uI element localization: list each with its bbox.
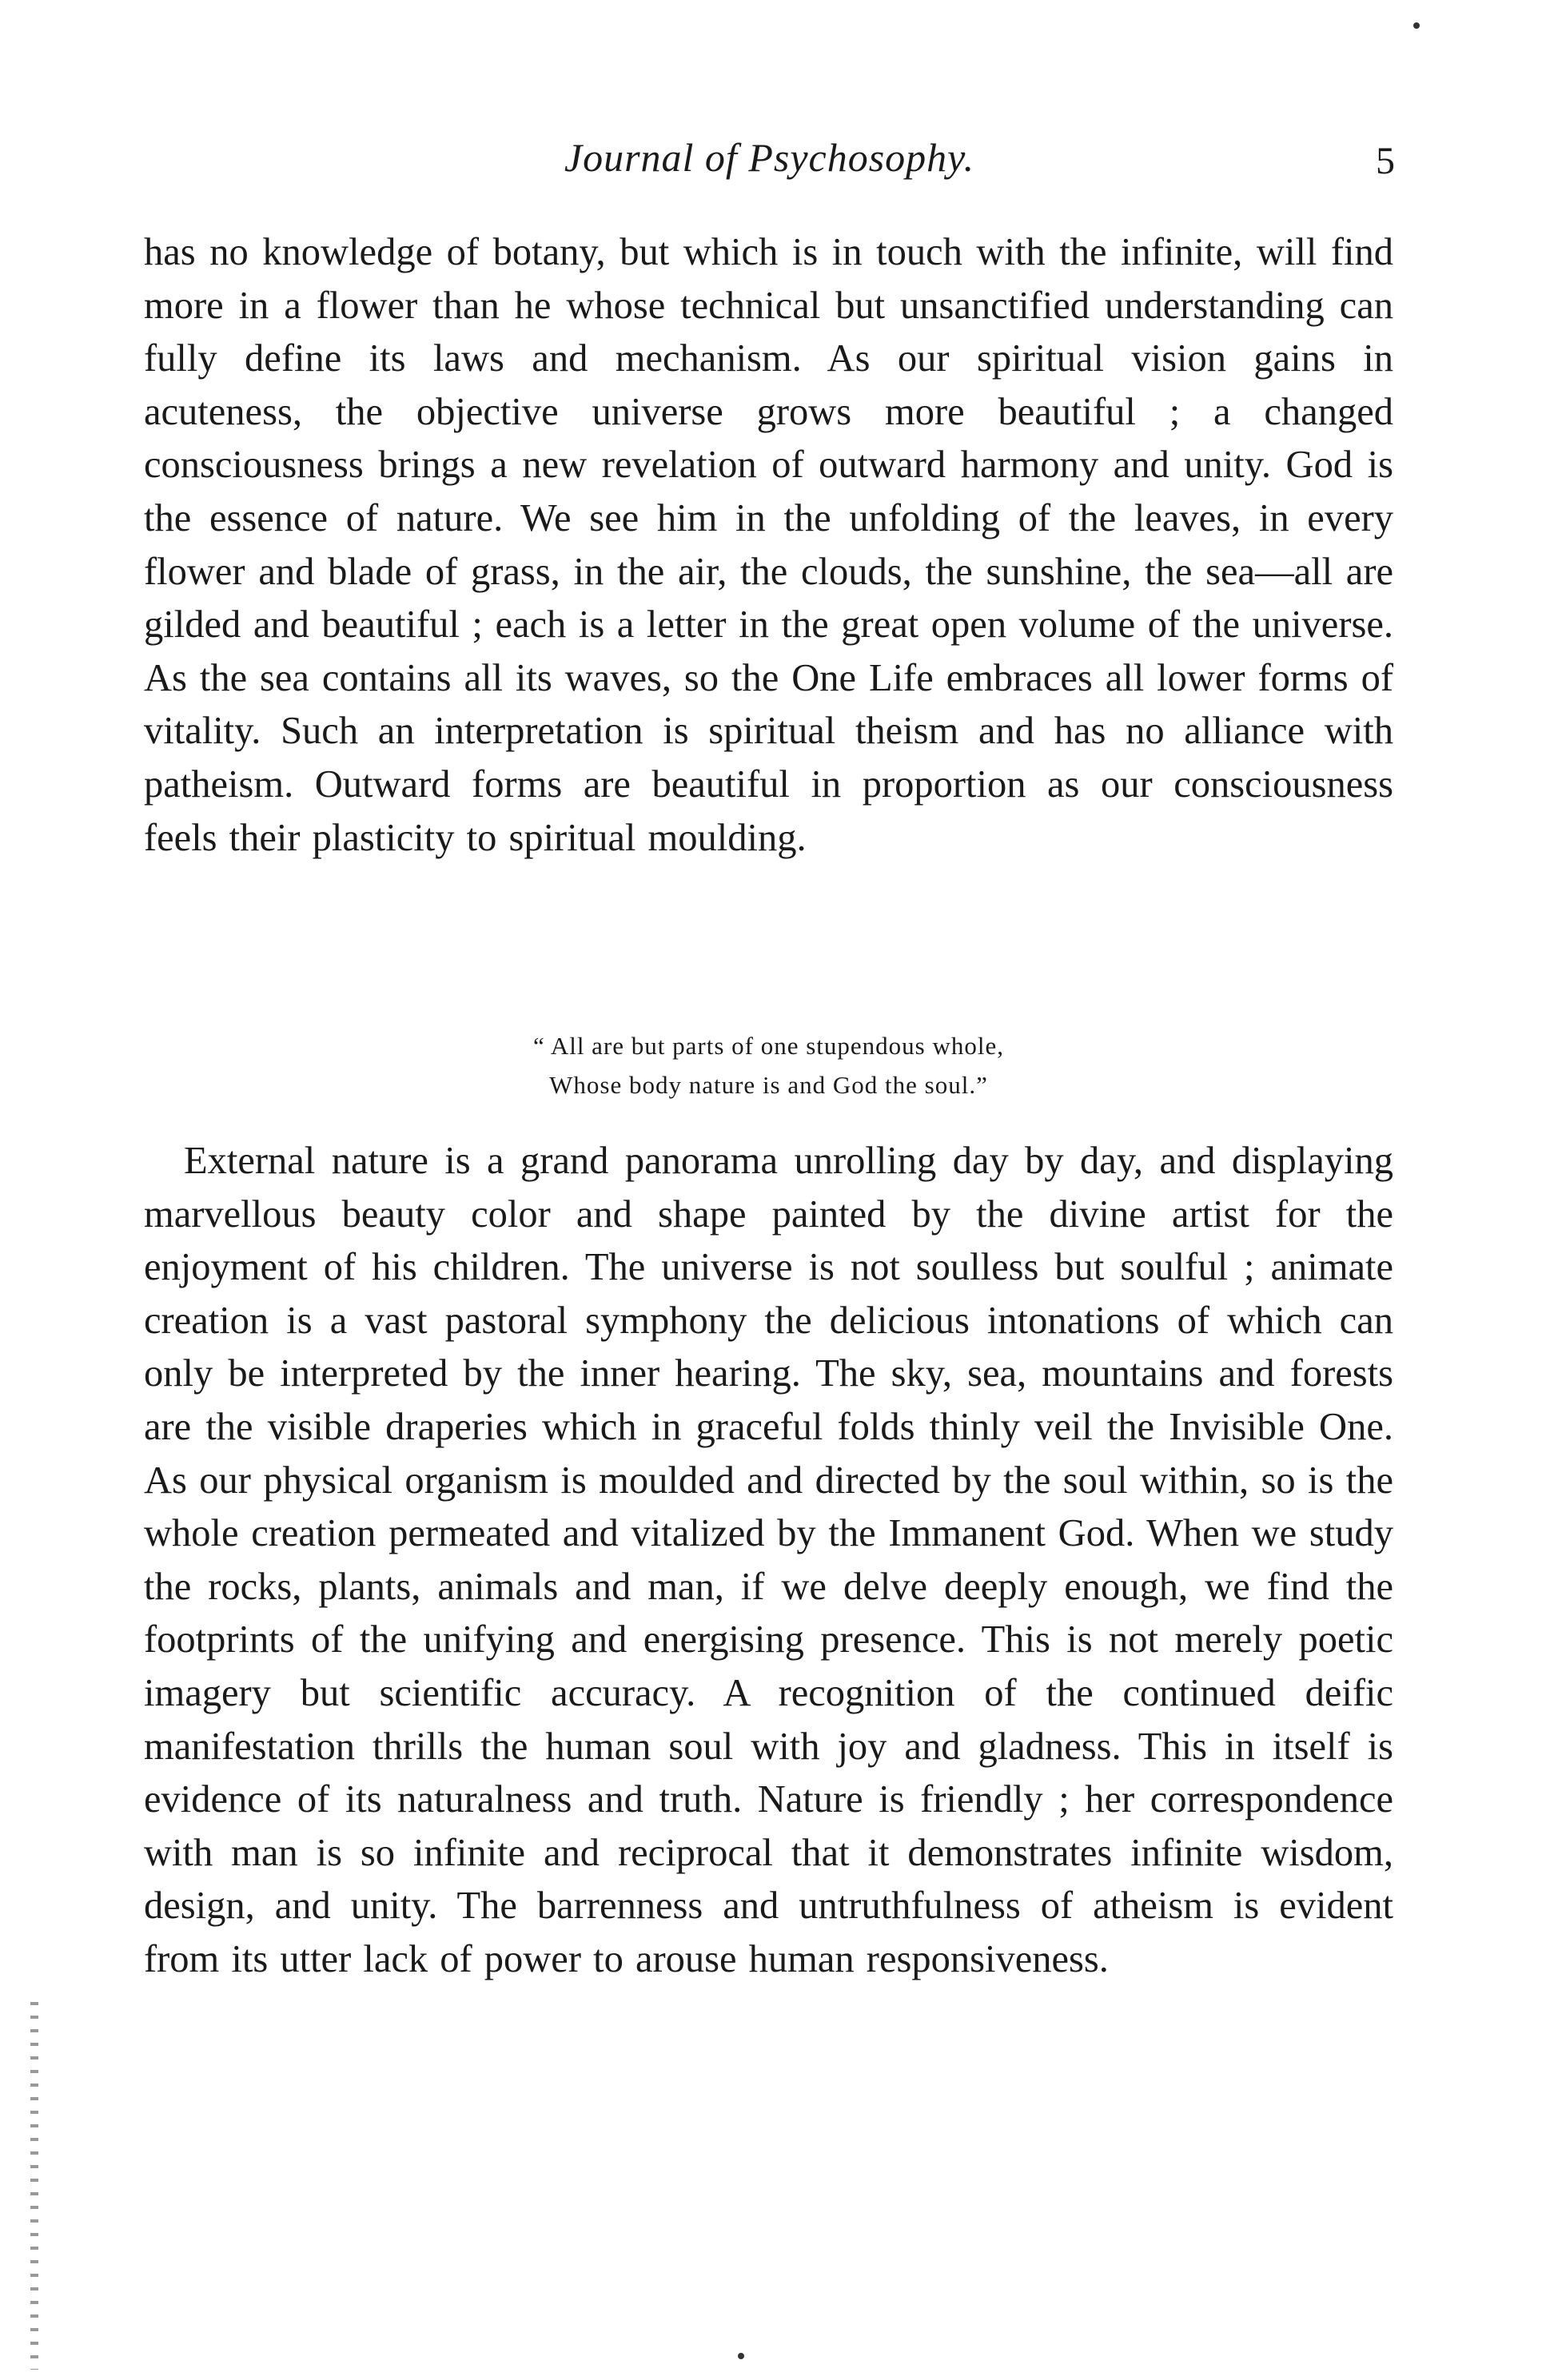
running-title: Journal of Psychosophy.: [564, 135, 975, 180]
scan-speck-bottom: [738, 2353, 744, 2359]
running-head: [144, 134, 1395, 198]
paragraph-1: has no knowledge of botany, but which is in touch with the infinite, will find more in a flower than he whose technical but unsanctified understanding can fully define its laws and mechanism. As our spiritual vision gains in acuteness, the objective universe grows more beautiful ; a changed consciousness brings a new revelation of outward harmony and unity. God is the essence of nature. We see him in the unfolding of the leaves, in every flower and blade of grass, in the air, the clouds, the sunshine, the sea—all are gilded and beautiful ; each is a letter in the great open volume of the universe. As the sea contains all its waves, so the One Life embraces all lower forms of vitality. Such an interpretation is spiritual theism and has no alliance with patheism. Outward forms are beautiful in proportion as our consciousness feels their plasticity to spiritual moulding.: [144, 231, 1393, 859]
scan-speck-top: [1413, 22, 1420, 29]
paragraph-2: External nature is a grand panorama unrolling day by day, and displaying marvellous beauty color and shape painted by the divine artist for the enjoyment of his children. The universe is not soulless but soulful ; animate creation is a vast pastoral symphony the delicious intonations of which can only be interpreted by the inner hearing. The sky, sea, mountains and forests are the visible draperies which in graceful folds thinly veil the Invisible One. As our physical organism is moulded and directed by the soul within, so is the whole creation permeated and vitalized by the Immanent God. When we study the rocks, plants, animals and man, if we delve deeply enough, we find the footprints of the unifying and energising presence. This is not merely poetic imagery but scientific accuracy. A recognition of the continued deific manifestation thrills the human soul with joy and gladness. This in itself is evidence of its naturalness and truth. Nature is friendly ; her correspondence with man is so infinite and reciprocal that it demonstrates infinite wisdom, design, and unity. The barrenness and untruthfulness of atheism is evident from its utter lack of power to arouse human responsiveness.: [144, 1140, 1393, 1980]
verse-quotation: [144, 1026, 1393, 1104]
verse-line-2: Whose body nature is and God the soul.”: [549, 1071, 988, 1099]
page-number: 5: [1376, 140, 1395, 182]
scan-margin-marks: [30, 2002, 38, 2370]
verse-line-1: “ All are but parts of one stupendous whole,: [533, 1032, 1004, 1060]
